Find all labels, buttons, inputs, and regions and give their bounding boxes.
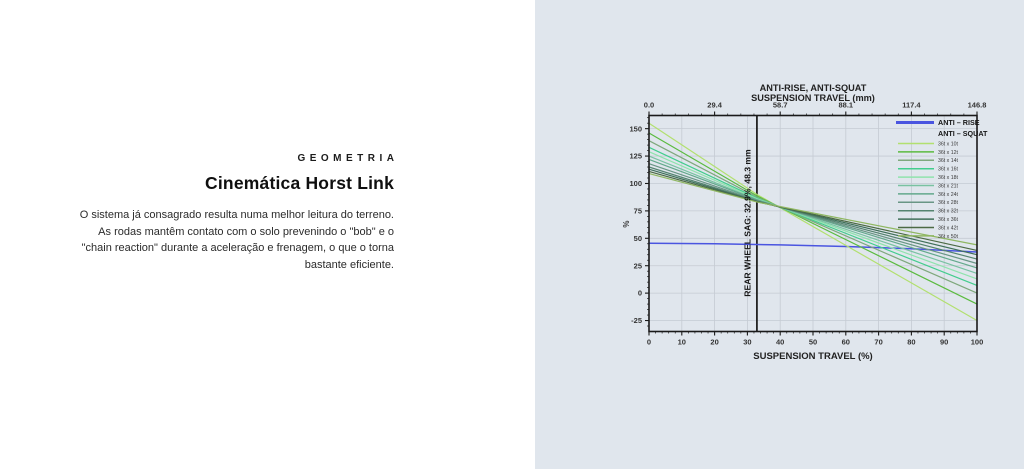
top-tick-label: 29.4 bbox=[707, 100, 722, 110]
y-tick-label: 150 bbox=[629, 124, 642, 134]
section-title: Cinemática Horst Link bbox=[205, 173, 394, 193]
legend-label-gear: 36t x 36t bbox=[938, 217, 958, 223]
paragraph-line: bastante eficiente. bbox=[304, 258, 394, 271]
legend-label-gear: 36t x 16t bbox=[938, 166, 958, 173]
y-tick-label: -25 bbox=[631, 316, 642, 326]
bottom-tick-label: 60 bbox=[841, 337, 850, 347]
legend-label-gear: 36t x 42t bbox=[938, 225, 958, 232]
bottom-tick-label: 90 bbox=[940, 337, 949, 347]
top-tick-label: 117.4 bbox=[902, 100, 921, 110]
bottom-tick-label: 100 bbox=[970, 337, 984, 347]
y-tick-label: 0 bbox=[637, 288, 642, 298]
chart-svg bbox=[535, 0, 1024, 469]
sag-marker-label: REAR WHEEL SAG: 32.9%, 48.3 mm bbox=[742, 149, 753, 297]
top-tick-label: 0.0 bbox=[643, 100, 655, 110]
bottom-tick-label: 50 bbox=[808, 337, 818, 347]
bottom-tick-label: 0 bbox=[646, 337, 652, 347]
legend-label-gear: 36t x 28t bbox=[938, 200, 958, 207]
legend-label-gear: 36t x 18t bbox=[938, 175, 958, 181]
anti-squat-chart bbox=[535, 0, 1024, 469]
paragraph-line: "chain reaction" durante a aceleração e frenagem, o que o torna bbox=[81, 242, 394, 254]
paragraph-line: As rodas mantêm contato com o solo prevenindo o "bob" e o bbox=[98, 225, 394, 238]
top-tick-label: 146.8 bbox=[967, 100, 987, 110]
bottom-tick-label: 10 bbox=[677, 337, 686, 347]
bottom-axis-label: SUSPENSION TRAVEL (%) bbox=[753, 351, 873, 362]
legend-label-gear: 36t x 14t bbox=[938, 158, 958, 165]
top-tick-label: 58.7 bbox=[772, 100, 788, 110]
bottom-tick-label: 30 bbox=[743, 337, 752, 347]
y-tick-label: 25 bbox=[633, 261, 642, 271]
y-axis-label: % bbox=[622, 220, 631, 228]
paragraph-line: O sistema já consagrado resulta numa melhor leitura do terreno. bbox=[79, 209, 394, 221]
legend-label-gear: 36t x 24t bbox=[938, 191, 958, 198]
legend-label-anti-squat: ANTI – SQUAT bbox=[938, 129, 988, 138]
top-axis-label: SUSPENSION TRAVEL (mm) bbox=[751, 93, 875, 103]
legend-label-anti-rise: ANTI – RISE bbox=[938, 118, 980, 128]
bottom-tick-label: 20 bbox=[710, 337, 719, 347]
legend-label-gear: 36t x 12t bbox=[938, 149, 958, 156]
intro-text-block bbox=[64, 153, 399, 273]
legend-label-gear: 36t x 32t bbox=[938, 208, 958, 215]
top-tick-label: 88.1 bbox=[838, 100, 854, 110]
y-tick-label: 125 bbox=[629, 151, 642, 161]
bottom-tick-label: 40 bbox=[776, 337, 785, 347]
y-tick-label: 100 bbox=[629, 179, 642, 189]
bottom-tick-label: 70 bbox=[874, 337, 883, 347]
legend-label-gear: 36t x 50t bbox=[938, 233, 958, 240]
legend-label-gear: 36t x 10t bbox=[938, 141, 958, 148]
section-paragraph bbox=[64, 207, 394, 273]
y-tick-label: 75 bbox=[633, 206, 642, 216]
legend-label-gear: 36t x 21t bbox=[938, 183, 958, 190]
section-eyebrow: GEOMETRIA bbox=[297, 153, 399, 164]
chart-title: ANTI-RISE, ANTI-SQUAT bbox=[759, 83, 867, 93]
bottom-tick-label: 80 bbox=[907, 337, 916, 347]
y-tick-label: 50 bbox=[633, 233, 642, 243]
chart-panel bbox=[535, 0, 1024, 469]
